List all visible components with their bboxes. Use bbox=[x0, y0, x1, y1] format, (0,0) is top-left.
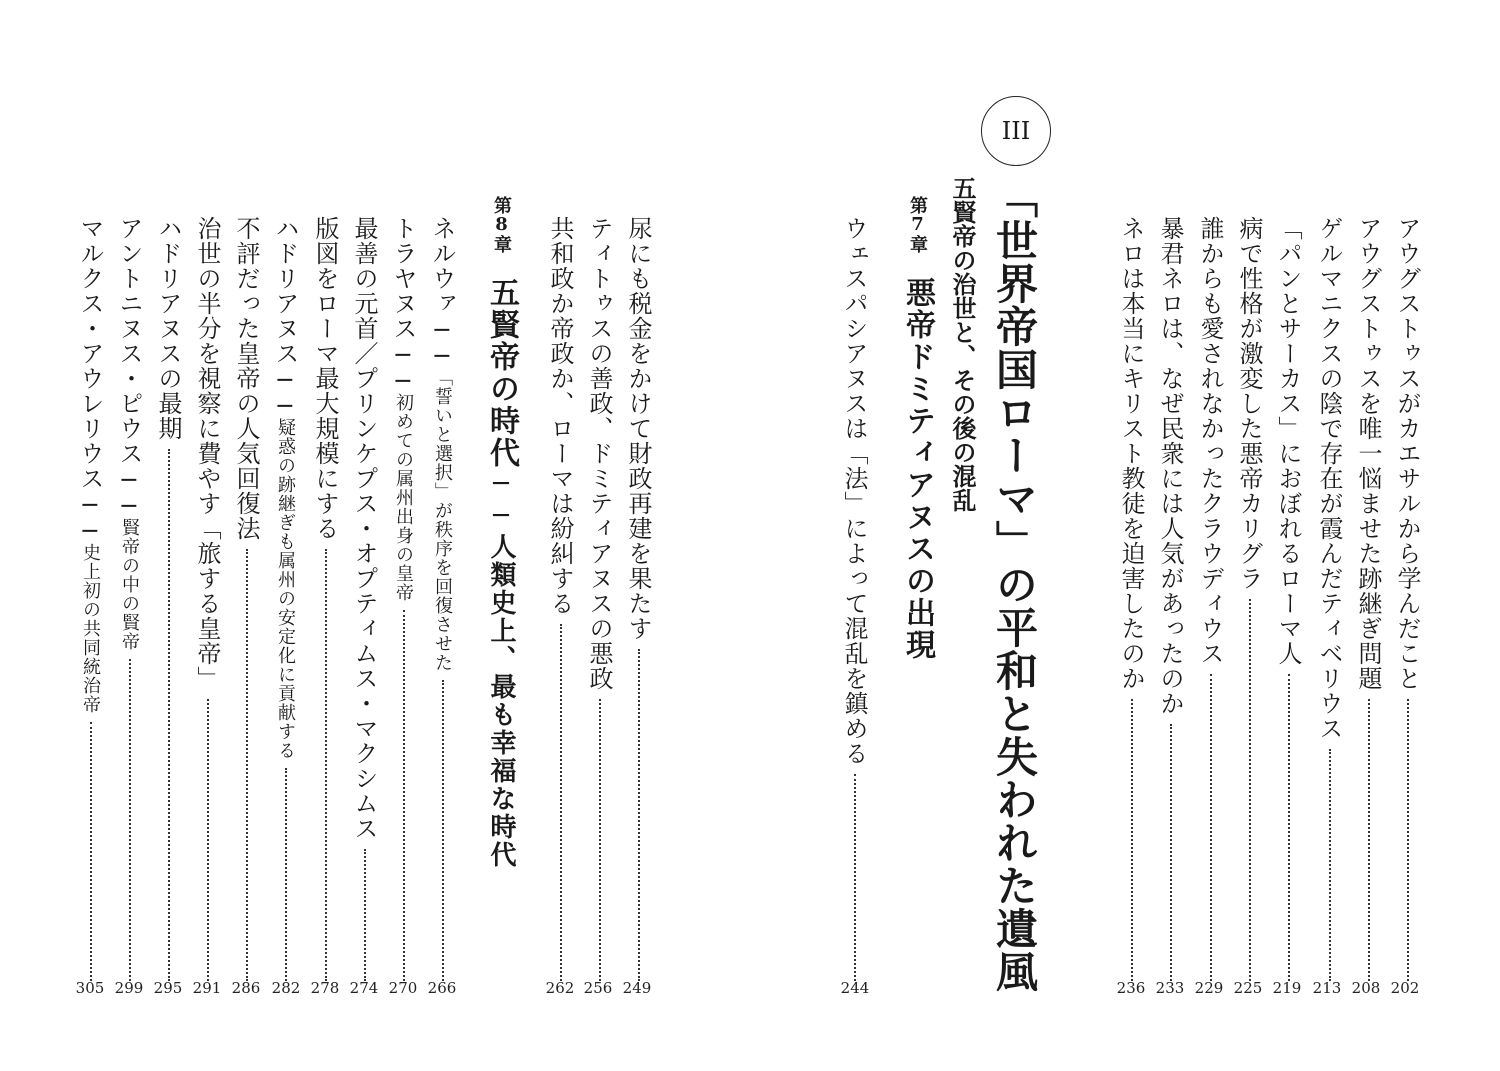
toc-entry-title: ハドリアヌスの最期 bbox=[154, 216, 182, 441]
toc-entry[interactable] bbox=[352, 216, 376, 981]
page-number: 225 bbox=[1233, 979, 1263, 997]
toc-entry-title: 共和政か帝政か、ローマは紛糾する bbox=[546, 216, 574, 616]
toc-entry-title: 版図をローマ最大規模にする bbox=[311, 216, 339, 541]
toc-entry[interactable] bbox=[1237, 216, 1261, 981]
toc-entry-subtitle: 「誓いと選択」が秩序を回復させた bbox=[432, 368, 453, 672]
page-number: 236 bbox=[1116, 979, 1146, 997]
part-numeral: III bbox=[1001, 117, 1031, 145]
toc-entry[interactable] bbox=[78, 216, 102, 981]
leader-dots bbox=[599, 699, 601, 981]
leader-dots bbox=[90, 722, 92, 981]
page-number: 256 bbox=[583, 979, 613, 997]
leader-dots bbox=[364, 849, 366, 981]
toc-entry-title: 最善の元首／プリンケプス・オプティムス・マクシムス bbox=[350, 216, 378, 841]
page-number: 233 bbox=[1155, 979, 1185, 997]
toc-entry-title: 病で性格が激変した悪帝カリグラ bbox=[1235, 216, 1263, 591]
leader-dots bbox=[1210, 674, 1212, 981]
leader-dots bbox=[207, 699, 209, 981]
page-number: 202 bbox=[1390, 979, 1420, 997]
toc-entry-title: 「パンとサーカス」におぼれるローマ人 bbox=[1274, 216, 1302, 666]
toc-entry[interactable] bbox=[842, 216, 866, 981]
leader-dots bbox=[1131, 699, 1133, 981]
leader-dots bbox=[1407, 699, 1409, 981]
chapter-title: 悪帝ドミティアヌスの出現 bbox=[900, 277, 935, 661]
toc-entry-title: ゲルマニクスの陰で存在が霞んだティベリウス bbox=[1315, 216, 1343, 741]
part-subtitle: 五賢帝の治世と、その後の混乱 bbox=[948, 176, 977, 512]
toc-entry-title: マルクス・アウレリウス bbox=[76, 216, 104, 491]
toc-entry-subtitle: 初めての属州出身の皇帝 bbox=[393, 393, 414, 602]
leader-dots bbox=[168, 449, 170, 981]
toc-entry-title: 不評だった皇帝の人気回復法 bbox=[232, 216, 260, 541]
page-number: 274 bbox=[349, 979, 379, 997]
toc-entry[interactable] bbox=[234, 216, 258, 981]
toc-entry[interactable] bbox=[430, 216, 454, 981]
page-number: 270 bbox=[388, 979, 418, 997]
page-number: 305 bbox=[75, 979, 105, 997]
toc-entry-title: ネロは本当にキリスト教徒を迫害したのか bbox=[1117, 216, 1145, 691]
toc-entry[interactable] bbox=[1395, 216, 1419, 981]
toc-entry[interactable] bbox=[1119, 216, 1143, 981]
page-number: 278 bbox=[310, 979, 340, 997]
toc-entry-title: ウェスパシアヌスは「法」によって混乱を鎮める bbox=[840, 216, 868, 766]
toc-entry[interactable] bbox=[156, 216, 180, 981]
leader-dots bbox=[285, 768, 287, 981]
page-number: 291 bbox=[192, 979, 222, 997]
leader-dots bbox=[1329, 749, 1331, 981]
toc-entry-title: 治世の半分を視察に費やす「旅する皇帝」 bbox=[193, 216, 221, 691]
toc-entry-title: 誰からも愛されなかったクラウディウス bbox=[1196, 216, 1224, 666]
toc-entry[interactable] bbox=[626, 216, 650, 981]
toc-entry-subtitle: 疑惑の跡継ぎも属州の安定化に貢献する bbox=[275, 418, 296, 760]
page-number: 219 bbox=[1272, 979, 1302, 997]
page-number: 295 bbox=[153, 979, 183, 997]
toc-entry[interactable] bbox=[195, 216, 219, 981]
toc-entry-title: トラヤヌス bbox=[389, 216, 417, 341]
toc-entry[interactable] bbox=[1276, 216, 1300, 981]
toc-entry-title: ハドリアヌス bbox=[271, 216, 299, 366]
page-number: 266 bbox=[427, 979, 457, 997]
leader-dots bbox=[1288, 674, 1290, 981]
leader-dots bbox=[854, 774, 856, 981]
em-dash: ── bbox=[428, 316, 456, 368]
toc-entry[interactable] bbox=[587, 216, 611, 981]
part-title: 「世界帝国ローマ」の平和と失われた遺風 bbox=[990, 176, 1039, 993]
page-number: 213 bbox=[1312, 979, 1342, 997]
chapter-subtitle: ──人類史上、最も幸福な時代 bbox=[486, 469, 516, 869]
toc-entry-title: 暴君ネロは、なぜ民衆には人気があったのか bbox=[1156, 216, 1184, 716]
page-number: 229 bbox=[1194, 979, 1224, 997]
toc-entry[interactable] bbox=[391, 216, 415, 981]
em-dash: ── bbox=[115, 466, 143, 518]
toc-entry-title: ティトゥスの善政、ドミティアヌスの悪政 bbox=[585, 216, 613, 691]
chapter-title: 五賢帝の時代 bbox=[484, 277, 519, 469]
page-number: 286 bbox=[231, 979, 261, 997]
leader-dots bbox=[638, 649, 640, 981]
toc-entry-title: アウグストゥスを唯一悩ませた跡継ぎ問題 bbox=[1354, 216, 1382, 691]
toc-entry[interactable] bbox=[273, 216, 297, 981]
toc-entry-subtitle: 賢帝の中の賢帝 bbox=[119, 518, 140, 651]
leader-dots bbox=[1170, 724, 1172, 981]
page-number: 262 bbox=[545, 979, 575, 997]
chapter-label: 第7章 bbox=[907, 196, 928, 253]
part-number-circle bbox=[981, 96, 1051, 166]
chapter-8-heading bbox=[484, 196, 519, 869]
page-number: 249 bbox=[622, 979, 652, 997]
page-number: 282 bbox=[271, 979, 301, 997]
toc-entry[interactable] bbox=[548, 216, 572, 981]
leader-dots bbox=[1249, 599, 1251, 981]
toc-entry-title: 尿にも税金をかけて財政再建を果たす bbox=[624, 216, 652, 641]
toc-entry[interactable] bbox=[1317, 216, 1341, 981]
page-number: 244 bbox=[840, 979, 870, 997]
toc-entry[interactable] bbox=[1356, 216, 1380, 981]
page-number: 208 bbox=[1351, 979, 1381, 997]
toc-entry[interactable] bbox=[117, 216, 141, 981]
leader-dots bbox=[403, 610, 405, 981]
toc-entry-subtitle: 史上初の共同統治帝 bbox=[80, 543, 101, 714]
em-dash: ── bbox=[389, 341, 417, 393]
page-number: 299 bbox=[114, 979, 144, 997]
leader-dots bbox=[560, 624, 562, 981]
toc-entry[interactable] bbox=[313, 216, 337, 981]
leader-dots bbox=[442, 680, 444, 981]
toc-entry[interactable] bbox=[1158, 216, 1182, 981]
toc-entry-title: アウグストゥスがカエサルから学んだこと bbox=[1393, 216, 1421, 691]
leader-dots bbox=[129, 659, 131, 981]
chapter-label: 第8章 bbox=[491, 196, 512, 253]
toc-entry-title: アントニヌス・ピウス bbox=[115, 216, 143, 466]
toc-entry[interactable] bbox=[1198, 216, 1222, 981]
leader-dots bbox=[246, 549, 248, 981]
em-dash: ── bbox=[271, 366, 299, 418]
leader-dots bbox=[325, 549, 327, 981]
toc-entry-title: ネルウァ bbox=[428, 216, 456, 316]
leader-dots bbox=[1368, 699, 1370, 981]
em-dash: ── bbox=[76, 491, 104, 543]
chapter-7-heading bbox=[900, 196, 935, 661]
